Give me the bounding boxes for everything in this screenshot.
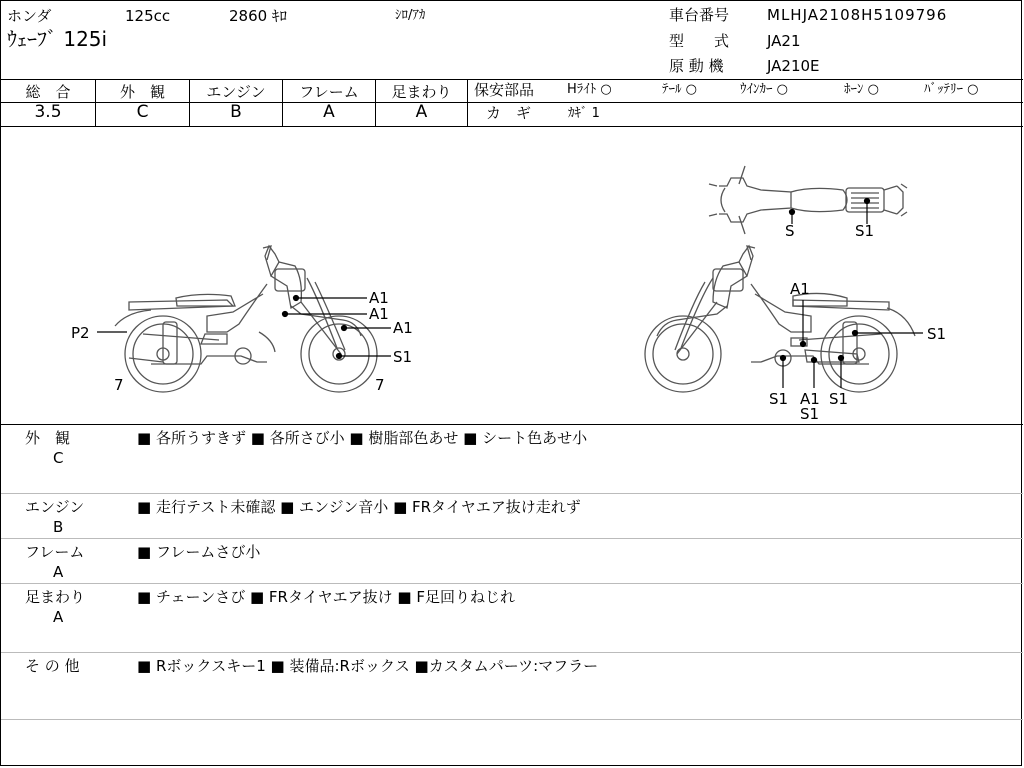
left-view (115, 246, 377, 392)
safety-item-winker: ｳｲﾝｶｰ ○ (740, 82, 788, 97)
mileage: 2860 ｷﾛ (229, 7, 287, 25)
grade-suspension (376, 79, 468, 126)
mark-left-a1-1: A1 (369, 289, 389, 307)
notes-section (1, 424, 1023, 767)
mark-right-s1-d: S1 (800, 405, 820, 423)
note-label: 外 観 (25, 429, 71, 447)
grade-value: B (230, 102, 242, 122)
mark-right-s1-right: S1 (927, 325, 947, 343)
color: ｼﾛ/ｱｶ (395, 8, 426, 23)
note-grade: A (53, 608, 64, 626)
note-grade: A (53, 563, 64, 581)
header (1, 1, 1023, 80)
grade-total (1, 79, 96, 126)
mark-top-s1: S1 (855, 222, 875, 240)
note-row-engine (1, 493, 1023, 539)
mark-left-a1-2: A1 (369, 305, 389, 323)
mark-right-a1-top: A1 (790, 280, 810, 298)
grade-label: 総 合 (25, 83, 71, 101)
key-label: カ ギ (486, 104, 532, 122)
displacement: 125cc (125, 7, 171, 25)
mark-left-a1-3: A1 (393, 319, 413, 337)
grade-row (1, 79, 1023, 127)
mark-left-p2: P2 (71, 324, 90, 342)
key-value: ｶｷﾞ 1 (568, 106, 600, 121)
grade-value: A (323, 102, 335, 122)
maker: ホンダ (7, 7, 52, 25)
note-text: ■ 各所うすきず ■ 各所さび小 ■ 樹脂部色あせ ■ シート色あせ小 (137, 429, 588, 447)
note-row-exterior (1, 424, 1023, 494)
model-name: ｳｪｰﾌﾞ 125i (7, 27, 108, 51)
chassis-number: MLHJA2108H5109796 (767, 6, 948, 24)
note-grade: B (53, 518, 64, 536)
safety-item-horn: ﾎｰﾝ ○ (844, 82, 879, 97)
grade-label: フレーム (299, 83, 359, 101)
grade-engine (190, 79, 283, 126)
safety-item-tail: ﾃｰﾙ ○ (662, 82, 697, 97)
type-label: 型 式 (669, 32, 730, 50)
right-view (645, 246, 915, 392)
note-label: エンジン (25, 498, 85, 516)
damage-diagram (1, 126, 1023, 425)
note-label: 足まわり (25, 588, 86, 606)
chassis-label: 車台番号 (669, 6, 730, 24)
safety-label: 保安部品 (474, 81, 535, 99)
note-text: ■ Rボックスキー1 ■ 装備品:Rボックス ■カスタムパーツ:マフラー (137, 657, 599, 675)
type-value: JA21 (767, 32, 801, 50)
grade-value: 3.5 (34, 102, 62, 122)
engine-model-label: 原 動 機 (669, 57, 724, 75)
note-label: フレーム (25, 543, 85, 561)
safety-item-battery: ﾊﾞｯﾃﾘｰ ○ (924, 82, 979, 97)
mark-right-s1-a: S1 (769, 390, 789, 408)
top-view (709, 166, 907, 234)
mark-right-a1-b: A1 (800, 390, 820, 408)
note-text: ■ チェーンさび ■ FRタイヤエア抜け ■ F足回りねじれ (137, 588, 515, 606)
mark-left-s1: S1 (393, 348, 413, 366)
engine-model-value: JA210E (767, 57, 820, 75)
note-text: ■ 走行テスト未確認 ■ エンジン音小 ■ FRタイヤエア抜け走れず (137, 498, 581, 516)
grade-label: エンジン (206, 83, 266, 101)
grade-frame (283, 79, 376, 126)
note-row-frame (1, 538, 1023, 584)
mark-left-7a: 7 (114, 376, 124, 394)
grade-label: 外 観 (119, 83, 165, 101)
safety-item-headlight: Hﾗｲﾄ ○ (567, 82, 612, 97)
mark-right-s1-c: S1 (829, 390, 849, 408)
grade-value: A (415, 102, 428, 122)
note-row-other (1, 652, 1023, 720)
grade-label: 足まわり (391, 83, 452, 101)
note-row-suspension (1, 583, 1023, 653)
grade-value: C (136, 102, 149, 122)
safety-parts (468, 79, 1023, 126)
mark-left-7b: 7 (375, 376, 385, 394)
grade-exterior (96, 79, 190, 126)
note-label: そ の 他 (25, 657, 80, 675)
note-grade: C (53, 449, 64, 467)
scooter-diagram (1, 126, 1023, 424)
mark-top-s: S (785, 222, 795, 240)
note-text: ■ フレームさび小 (137, 543, 261, 561)
